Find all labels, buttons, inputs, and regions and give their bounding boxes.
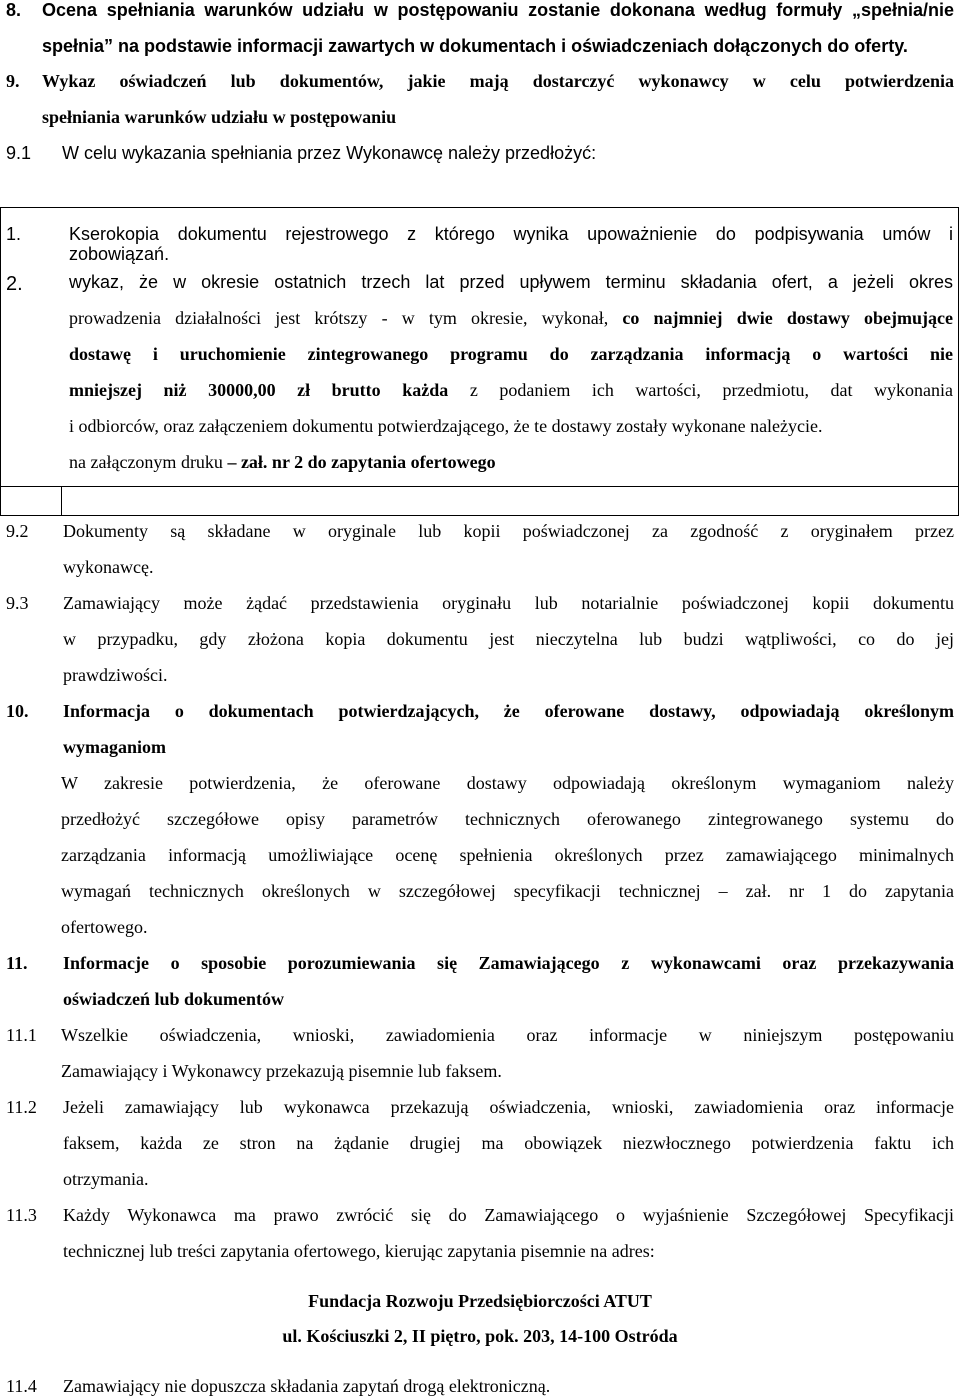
section-8-heading-line2: spełnia” na podstawie informacji zawartych w dokumentach i oświadczeniach dołączonych do oferty. bbox=[42, 36, 908, 56]
section-10-heading-line1: Informacja o dokumentach potwierdzających, że oferowane dostawy, odpowiadają określonym bbox=[63, 701, 954, 721]
section-11-1-line2: Zamawiający i Wykonawcy przekazują pisemnie lub faksem. bbox=[61, 1061, 502, 1081]
section-8-number: 8. bbox=[6, 0, 22, 20]
section-9-3-line1: Zamawiający może żądać przedstawienia oryginału lub notarialnie poświadczonej kopii dokumentu bbox=[63, 593, 954, 613]
section-11-2-line2: faksem, każda ze stron na żądanie drugiej ma obowiązek niezwłocznego potwierdzenia faktu ich bbox=[63, 1133, 954, 1153]
table-row-1-line1: Kserokopia dokumentu rejestrowego z którego wynika upoważnienie do podpisywania umów i bbox=[69, 224, 953, 244]
section-11-number: 11. bbox=[6, 953, 28, 973]
section-10-number: 10. bbox=[6, 701, 29, 721]
table-row-1-line2: zobowiązań. bbox=[69, 244, 170, 264]
section-11-2-number: 11.2 bbox=[6, 1097, 37, 1117]
table-border-row bbox=[0, 486, 958, 487]
section-9-1-number: 9.1 bbox=[6, 143, 32, 163]
section-10-paragraph-line5: ofertowego. bbox=[61, 917, 148, 937]
section-9-2-line2: wykonawcę. bbox=[63, 557, 154, 577]
table-row-2-line4-bold: mniejszej niż 30000,00 zł brutto każda bbox=[69, 380, 449, 400]
table-border-left bbox=[0, 207, 1, 516]
table-row-2-line3: dostawę i uruchomienie zintegrowanego programu do zarządzania informacją o wartości nie bbox=[69, 344, 953, 364]
section-11-4-text: Zamawiający nie dopuszcza składania zapytań drogą elektroniczną. bbox=[63, 1376, 551, 1396]
section-9-2-line1: Dokumenty są składane w oryginale lub kopii poświadczonej za zgodność z oryginałem przez bbox=[63, 521, 954, 541]
section-11-1-line1: Wszelkie oświadczenia, wnioski, zawiadomienia oraz informacje w niniejszym postępowaniu bbox=[61, 1025, 954, 1045]
section-9-3-number: 9.3 bbox=[6, 593, 29, 613]
section-10-paragraph-line2: przedłożyć szczegółowe opisy parametrów technicznych oferowanego zintegrowanego systemu do bbox=[61, 809, 954, 829]
section-11-heading-line1: Informacje o sposobie porozumiewania się Zamawiającego z wykonawcami oraz przekazywania bbox=[63, 953, 954, 973]
section-11-1-number: 11.1 bbox=[6, 1025, 37, 1045]
table-row-2-number: 2. bbox=[6, 273, 23, 295]
table-row-1-number: 1. bbox=[6, 224, 22, 244]
table-row-2-line4 bbox=[69, 379, 953, 401]
section-11-4-number: 11.4 bbox=[6, 1376, 37, 1396]
section-9-number: 9. bbox=[6, 71, 20, 91]
table-border-top bbox=[0, 207, 958, 208]
table-border-right bbox=[958, 207, 959, 516]
table-row-2-line2-bold: co najmniej dwie dostawy obejmujące bbox=[622, 308, 954, 328]
address-street: ul. Kościuszki 2, II piętro, pok. 203, 14-100 Ostróda bbox=[282, 1326, 678, 1346]
section-9-heading-line1: Wykaz oświadczeń lub dokumentów, jakie mają dostarczyć wykonawcy w celu potwierdzenia bbox=[42, 71, 954, 91]
section-11-heading-line2: oświadczeń lub dokumentów bbox=[63, 989, 285, 1009]
section-9-1-text: W celu wykazania spełniania przez Wykonawcę należy przedłożyć: bbox=[62, 143, 597, 163]
section-9-3-line3: prawdziwości. bbox=[63, 665, 168, 685]
section-11-3-line2: technicznej lub treści zapytania ofertowego, kierując zapytania pisemnie na adres: bbox=[63, 1241, 655, 1261]
table-row-2-line6 bbox=[69, 451, 496, 473]
table-row-2-line2 bbox=[69, 307, 953, 329]
section-11-2-line3: otrzymania. bbox=[63, 1169, 149, 1189]
table-row-2-line2-normal: prowadzenia działalności jest krótszy - w tym okresie, wykonał, bbox=[69, 308, 609, 328]
table-row-2-line6-normal: na załączonym druku bbox=[69, 452, 223, 472]
section-11-3-line1: Każdy Wykonawca ma prawo zwrócić się do Zamawiającego o wyjaśnienie Szczegółowej Specyfikacji bbox=[63, 1205, 954, 1225]
section-9-2-number: 9.2 bbox=[6, 521, 29, 541]
section-9-3-line2: w przypadku, gdy złożona kopia dokumentu jest nieczytelna lub budzi wątpliwości, co do jej bbox=[63, 629, 954, 649]
section-9-heading-line2: spełniania warunków udziału w postępowaniu bbox=[42, 107, 397, 127]
table-row-2-line1: wykaz, że w okresie ostatnich trzech lat przed upływem terminu składania ofert, a jeżeli okres bbox=[69, 272, 953, 292]
section-10-paragraph-line1: W zakresie potwierdzenia, że oferowane dostawy odpowiadają określonym wymaganiom należy bbox=[61, 773, 954, 793]
table-border-bottom bbox=[0, 515, 958, 516]
table-row-2-line4-normal: z podaniem ich wartości, przedmiotu, dat wykonania bbox=[469, 380, 954, 400]
table-row-2-line5: i odbiorców, oraz załączeniem dokumentu potwierdzającego, że te dostawy zostały wykonane należycie. bbox=[69, 416, 823, 436]
section-11-2-line1: Jeżeli zamawiający lub wykonawca przekazują oświadczenia, wnioski, zawiadomienia oraz informacje bbox=[63, 1097, 954, 1117]
table-column-divider bbox=[61, 486, 62, 516]
section-10-paragraph-line3: zarządzania informacją umożliwiające ocenę spełnienia określonych przez zamawiającego minimalnych bbox=[61, 845, 954, 865]
address-organization-name: Fundacja Rozwoju Przedsiębiorczości ATUT bbox=[308, 1291, 652, 1311]
section-10-heading-line2: wymaganiom bbox=[63, 737, 166, 757]
section-8-heading-line1: Ocena spełniania warunków udziału w postępowaniu zostanie dokonana według formuły „spełnia/nie bbox=[42, 0, 954, 20]
section-11-3-number: 11.3 bbox=[6, 1205, 37, 1225]
section-10-paragraph-line4: wymagań technicznych określonych w szczegółowej specyfikacji technicznej – zał. nr 1 do zapytania bbox=[61, 881, 954, 901]
table-row-2-line6-bold: – zał. nr 2 do zapytania ofertowego bbox=[227, 452, 496, 472]
